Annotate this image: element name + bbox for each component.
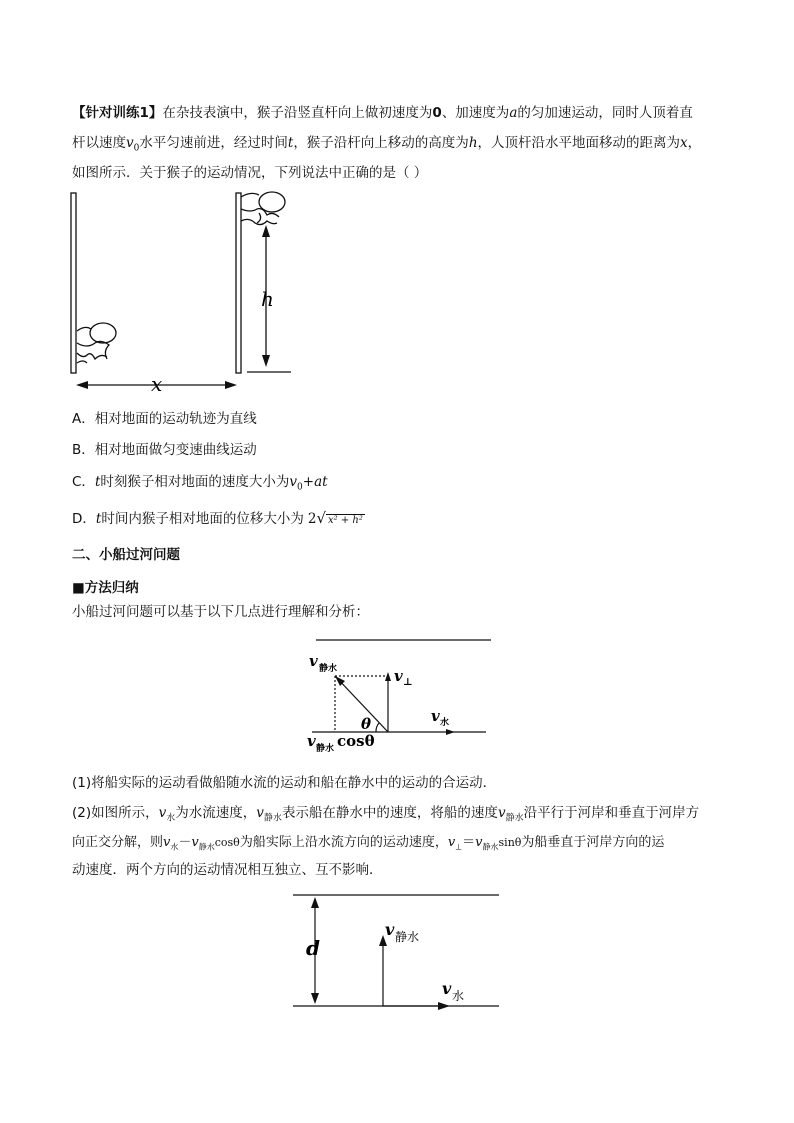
h-arrow-up-head [262,225,270,237]
var-t: t [287,135,294,151]
sub: 0 [297,482,303,493]
var-v: v [158,805,167,821]
option-c [72,472,328,498]
text: C． [72,474,95,490]
text: 0 [432,105,442,121]
velocity-decomposition-figure [300,630,500,755]
var-v: v [497,805,506,821]
var-h: h [468,135,478,151]
cos-theta: cosθ [214,836,240,849]
text: ，人顶杆沿水平地面移动的距离为 [477,135,681,151]
var-a: a [509,105,518,121]
text: 为水流速度， [175,805,257,821]
radicand: x² + h² [328,515,363,526]
monkey-pole-figure [60,185,300,395]
sub: ⊥ [455,842,463,852]
sqrt-sign: √ [316,509,326,527]
var-v: v [191,835,199,850]
option-a: A．相对地面的运动轨迹为直线 [72,411,257,427]
var-t: t [94,474,101,490]
var-v: v [447,835,456,850]
v-cos-tail: cosθ [337,732,375,750]
problem-line-3: 如图所示．关于猴子的运动情况，下列说法中正确的是（ ） [72,165,428,181]
minus: － [178,835,192,850]
v-water-label: v [442,979,452,998]
text: 为船实际上沿水流方向的运动速度， [239,835,448,850]
theta-arc [376,723,379,732]
v-cos-sub: 静水 [316,744,335,754]
v-perp-sub: ⊥ [403,677,413,688]
text: 时间内猴子相对地面的位移大小为 [101,511,304,527]
explain-p2 [72,803,699,829]
equals: ＝ [462,835,476,850]
v-still-label: v [309,652,318,670]
problem-line-1 [72,103,693,123]
v-cos-label: v [307,732,316,750]
text: 时刻猴子相对地面的速度大小为 [100,474,290,490]
v-water-sub: 水 [440,718,450,728]
sub: 静水 [505,813,524,824]
problem-tag: 【针对训练1】 [72,105,163,121]
left-pole [71,193,76,373]
d-arrow-down-head [311,993,319,1004]
text: D． [72,511,96,527]
option-b: B．相对地面做匀变速曲线运动 [72,442,257,458]
var-v: v [126,135,134,151]
v-water-sub: 水 [452,989,465,1003]
var-v: v [256,805,264,821]
var-x: x [680,135,688,151]
h-arrow-down-head [262,355,270,367]
method-heading: ■方法归纳 [72,580,139,596]
explain-p4: 动速度．两个方向的运动情况相互独立、互不影响． [72,862,383,878]
explain-p3 [72,833,664,858]
var-v: v [475,835,483,850]
x-arrow-right-head [225,381,237,389]
text: 表示船在静水中的速度，将船的速度 [281,805,498,821]
right-pole [236,193,241,373]
v-water-arrowhead [446,729,455,735]
v-still-sub: 静水 [319,664,338,674]
coef: 2 [307,511,317,527]
x-label: x [151,372,163,395]
sin-theta: sinθ [498,836,522,849]
theta-label: θ [361,715,372,733]
v-water-label: v [431,707,440,725]
text: 、加速度为 [441,105,510,121]
var-v: v [289,474,298,490]
text: ， [687,135,702,151]
sub: 静水 [198,842,215,852]
river-crossing-figure [280,885,510,1015]
var-v: v [163,835,171,850]
text: ，猴子沿杆向上移动的高度为 [293,135,469,151]
section-title: 二、小船过河问题 [72,547,180,563]
d-arrow-up-head [311,897,319,908]
plus: + [302,474,315,490]
var-at: at [314,474,328,490]
text: 水平匀速前进，经过时间 [139,135,288,151]
text: 在杂技表演中，猴子沿竖直杆向上做初速度为 [162,105,433,121]
x-arrow-left-head [76,381,88,389]
var-t: t [95,511,102,527]
text: 向正交分解，则 [72,835,164,850]
v-still-label: v [385,920,395,939]
monkey-top [241,192,285,225]
sub: 0 [133,143,140,154]
monkey-bottom [77,323,116,363]
sub: 水 [170,842,179,852]
v-water-arrowhead [438,1002,450,1010]
h-label: h [261,287,274,311]
text: 沿平行于河岸和垂直于河岸方 [523,805,700,821]
text: 的匀加速运动，同时人顶着直 [517,105,693,121]
text: 为船垂直于河岸方向的运 [521,835,665,850]
v-perp-label: v [394,667,403,685]
sub: 水 [166,813,176,824]
sub: 静水 [263,813,282,824]
v-still-sub: 静水 [395,930,420,944]
text: 杆以速度 [72,135,126,151]
sub: 静水 [482,842,499,852]
explain-p1: (1)将船实际的运动看做船随水流的运动和船在静水中的运动的合运动． [72,775,497,791]
v-perp-arrowhead [385,672,391,681]
problem-line-2 [72,133,701,159]
option-d [72,508,365,531]
text: (2)如图所示， [72,805,159,821]
d-label: d [306,936,320,960]
intro-text: 小船过河问题可以基于以下几点进行理解和分析： [72,604,369,620]
